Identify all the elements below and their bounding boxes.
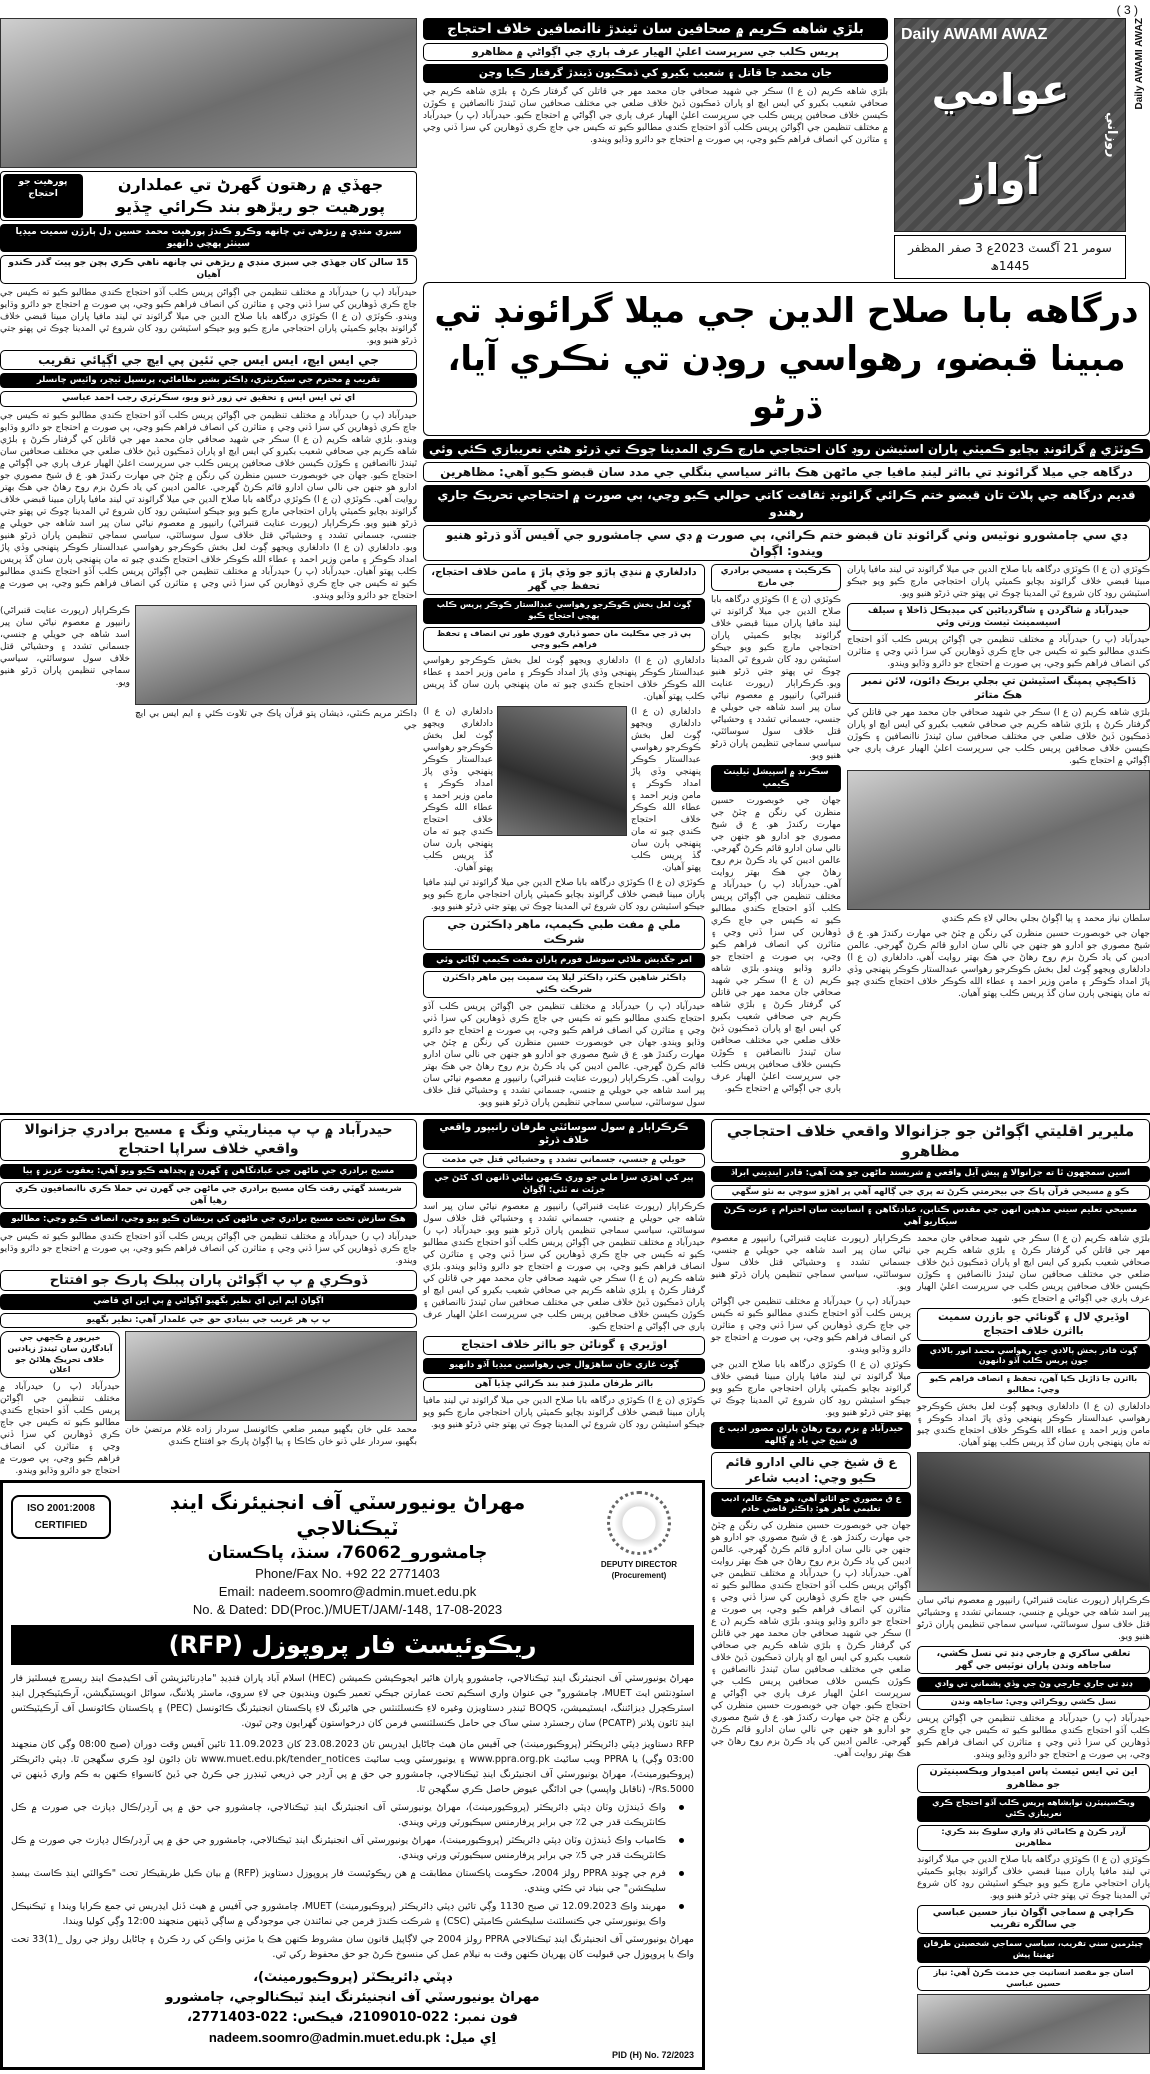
shaikh-headline: ع ق شيخ جي نالي ادارو قائم ڪيو وڃي: اديب شاعر xyxy=(711,1452,911,1488)
top-story xyxy=(423,18,888,146)
khairpur-body: حيدرآباد (پ ر) حيدرآباد ۾ مختلف تنظيمن جي اڳواڻن پريس ڪلب آڏو احتجاج ڪندي مطالبو ڪيو ته ڪيس جي جاچ ڪري ڏوهارين کي سزا ڏني وڃي ۽ متاثرن کي انصاف فراهم ڪيو وڃي، ٻي صورت ۾ احتجاج جو دائرو وڌايو ويندو. xyxy=(0,1382,120,1477)
left-top-tag: پورهيت جو احتجاج xyxy=(3,174,83,218)
malir-deck: اسين سمجهون ٿا ته جزانوالا ۾ پيش آيل واقعي ۾ شريسند ماڻهن جو هٿ آهي: قادر اينڊيني ابراڏ xyxy=(711,1166,1150,1181)
pump-caption: سلطان نياز محمد ۽ ٻيا اڳواڻ بجلي بحالي لاءِ ڪم ڪندي xyxy=(941,914,1150,925)
top-story-deck: پريس ڪلب جي سرپرست اعليٰ الهيار عرف ٻاري جي اڳواڻي ۾ مظاهرو xyxy=(423,43,888,61)
dad-photo-row xyxy=(423,706,705,874)
dokri-photo-block xyxy=(125,1331,417,1448)
nts-headline: اين ٽي ايس ٽيسٽ پاس اميدوار ويڪسينيٽرن جو مظاهرو xyxy=(917,1764,1150,1794)
seal-caption-title: DEPUTY DIRECTOR xyxy=(600,1560,678,1570)
jss-body: حيدرآباد (پ ر) حيدرآباد ۾ مختلف تنظيمن جي اڳواڻن پريس ڪلب آڏو احتجاج ڪندي مطالبو ڪيو ته ڪيس جي جاچ ڪري ڏوهارين کي سزا ڏني وڃي ۽ متاثرن کي انصاف فراهم ڪيو وڃي، ٻي صورت ۾ احتجاج جو دائرو وڌايو ويندو.بلڙي شاهه ڪريم (ن ع ا) سڪر جي شهيد صحافي جان محمد مهر جي قاتلن کي گرفتار ڪرڻ ۽ بلڙي شاهه ڪريم جي صحافي شعيب بکيرو کي ايس ايڇ او پاران ڌمڪيون ڏيڻ خلاف ضلعي جي مختلف صحافين سان ٿيندڙ ناانصافين ۽ ڪوڙن ڪيسن خلاف صحافين پريس ڪلب جي سرپرست اعليٰ الهيار عرف ٻاري جي اڳواڻي ۾ احتجاج ڪيو.جهان جي خوبصورت حسين منظرن کي رنگن ۾ چٽڻ جي مهارت رکندڙ هو. ع ق شيخ مصوري جو ادارو هو جنهن جي نالي سان ادارو قائم ڪرڻ گهرجي. عالمن اديبن کي ياد ڪرڻ بزم روح رهاڻ جي هڪ بهتر روايت آهي.ڪوٽڙي (ن ع ا) ڪوٽڙي درگاهه بابا صلاح الدين جي ميلا گرائونڊ تي لينڊ مافيا پاران مبينا قبضي خلاف گرائونڊ بچايو ڪميٽي پاران احتجاجي مارچ ڪيو ويو جيڪو اسٽيشن روڊ کان شروع ٿي المدينا چوڪ تي پهتو جتي ڌرڻو هنيو ويو.ڪرڪراٻار (رپورٽ عنايت قنبراڻي) رانيپور ۾ معصوم نياڻي سان پير اسد شاهه جي حويلي ۾ جنسي، جسماني تشدد ۽ وحشياڻي قتل خلاف سول سوسائٽي، سياسي سماجي تنظيمن پاران ڌرڻو هنيو ويو.دادلغاري (ن ع ا) دادلغاري ويجهو ڳوٺ لعل بخش ڪوڪرجو رهواسي عبدالستار ڪوڪر پنهنجي وڏي پاڙ امداد ڪوڪر ۽ مامن وزير احمد ۽ عطاء الله ڪوڪر خلاف احتجاج ڪندي چيو ته مان پنهنجي ٻارن سان گڏ پريس ڪلب پهتو آهيان.حيدرآباد (پ ر) حيدرآباد ۾ مختلف تنظيمن جي اڳواڻن پريس ڪلب آڏو احتجاج ڪندي مطالبو ڪيو ته ڪيس جي جاچ ڪري ڏوهارين کي سزا ڏني وڃي ۽ متاثرن کي انصاف فراهم ڪيو وڃي، ٻي صورت ۾ احتجاج جو دائرو وڌايو ويندو. xyxy=(0,410,418,601)
university-seal-icon xyxy=(607,1491,671,1555)
ad-bullet: فرم جي چونڊ PPRA رولز 2004، حڪومت پاڪستان مطابقت ۾ هن ريڪوئيسٽ فار پروپوزل دستاويز (RFP) ۾ بيان ڪيل طريقيڪار تحت "ڪوالٽي اينڊ ڪاسٽ بيسڊ سليڪشن" جي بنياد تي ڪئي ويندي. xyxy=(11,1866,694,1896)
sakro-body: حيدرآباد (پ ر) حيدرآباد ۾ مختلف تنظيمن جي اڳواڻن پريس ڪلب آڏو احتجاج ڪندي مطالبو ڪيو ته ڪيس جي جاچ ڪري ڏوهارين کي سزا ڏني وڃي ۽ متاثرن کي انصاف فراهم ڪيو وڃي، ٻي صورت ۾ احتجاج جو دائرو وڌايو ويندو. xyxy=(917,1713,1150,1760)
kk-headline: ڪرڪراٻار ۾ سول سوسائٽي طرفان رانيپور واقعي خلاف ڌرڻو xyxy=(423,1119,705,1150)
ghazi-headline: اوڙيري ۽ گونائن جو بااثر خلاف احتجاج xyxy=(423,1336,705,1355)
left-top-body: حيدرآباد (پ ر) حيدرآباد ۾ مختلف تنظيمن جي اڳواڻن پريس ڪلب آڏو احتجاج ڪندي مطالبو ڪيو ته ڪيس جي جاچ ڪري ڏوهارين کي سزا ڏني وڃي ۽ متاثرن کي انصاف فراهم ڪيو وڃي، ٻي صورت ۾ احتجاج جو دائرو وڌايو ويندو.ڪوٽڙي (ن ع ا) ڪوٽڙي درگاهه بابا صلاح الدين جي ميلا گرائونڊ تي لينڊ مافيا پاران مبينا قبضي خلاف گرائونڊ بچايو ڪميٽي پاران احتجاجي مارچ ڪيو ويو جيڪو اسٽيشن روڊ کان شروع ٿي المدينا چوڪ تي پهتو جتي ڌرڻو هنيو ويو. xyxy=(0,287,417,346)
ad-signatory xyxy=(11,1968,694,2049)
odero-headline: اوڏيري لال ۽ گونائي جو بازرن سميت بااثرن خلاف احتجاج xyxy=(917,1308,1150,1340)
ghazi-deck: ڳوٺ غازي خان ساهڙوال جي رهواسين ميڊيا آڏو دانهيو xyxy=(423,1358,705,1373)
photo-park-inauguration xyxy=(125,1331,417,1421)
khairpur-block xyxy=(0,1331,120,1477)
certified-label: CERTIFIED xyxy=(34,1520,88,1532)
kk-deck: پير کي اهڙي سزا ملي جو وري ڪنهن نياڻي ڏانهن اک کڻڻ جي جرئت نه ٿئي: اڳواڻ xyxy=(423,1171,705,1198)
ad-bullet: واڪ ڏيندڙن وٽان ڊپٽي ڊائريڪٽر (پروڪيورمينٽ)، مهراڻ يونيورسٽي آف انجنيئرنگ اينڊ ٽيڪنالاجي، ڄامشورو جي حق ۾ پي آرڊر/ڪال ڊپازٽ جي صورت ۾ ڪل ڪانٽريڪٽ قدر جي 2٪ جي برابر پرفارمنس سيڪيورٽي ورتي ويندي. xyxy=(11,1800,694,1830)
self-test-headline: حيدرآباد ۾ شاگردن ۽ شاگردياڻين کي ميڊيڪل ڏاخلا ۽ سيلف اسيسمينٽ ٽيسٽ ورتي وئي xyxy=(847,603,1150,631)
group-photo-row xyxy=(0,605,417,732)
masthead-title-row xyxy=(901,45,1119,225)
top-row xyxy=(423,18,1150,279)
malir-body: بلڙي شاهه ڪريم (ن ع ا) سڪر جي شهيد صحافي جان محمد مهر جي قاتلن کي گرفتار ڪرڻ ۽ بلڙي شاهه ڪريم جي صحافي شعيب بکيرو کي ايس ايڇ او پاران ڌمڪيون ڏيڻ خلاف ضلعي جي مختلف صحافين سان ٿيندڙ ناانصافين ۽ ڪوڙن ڪيسن خلاف صحافين پريس ڪلب جي سرپرست اعليٰ الهيار عرف ٻاري جي اڳواڻي ۾ احتجاج ڪيو. xyxy=(917,1234,1150,1305)
lead-deck: قديم درگاهه جي پلاٽ تان قبضو ختم ڪرائي گرائونڊ ثقافت کاتي حوالي ڪيو وڃي، ٻي صورت ۾ احتجاجي تحريڪ جاري رهندو xyxy=(423,485,1150,521)
pump-body: بلڙي شاهه ڪريم (ن ع ا) سڪر جي شهيد صحافي جان محمد مهر جي قاتلن کي گرفتار ڪرڻ ۽ بلڙي شاهه ڪريم جي صحافي شعيب بکيرو کي ايس ايڇ او پاران ڌمڪيون ڏيڻ خلاف ضلعي جي مختلف صحافين سان ٿيندڙ ناانصافين ۽ ڪوڙن ڪيسن خلاف صحافين پريس ڪلب جي سرپرست اعليٰ الهيار عرف ٻاري جي اڳواڻي ۾ احتجاج ڪيو. xyxy=(847,708,1150,767)
ghazi-deck: بااثر طرفان ملنڊڙ فنڊ بند ڪرائي ڇڏيا آهن xyxy=(423,1377,705,1392)
malir-headline: مليرير اقليتي اڳواڻن جو جزانوالا واقعي خلاف احتجاجي مظاهرو xyxy=(711,1119,1150,1164)
ad-email: Email: nadeem.soomro@admin.muet.edu.pk xyxy=(218,1584,477,1600)
masthead-daily: روزاني xyxy=(1104,112,1119,158)
shaikh-body: جهان جي خوبصورت حسين منظرن کي رنگن ۾ چٽڻ جي مهارت رکندڙ هو. ع ق شيخ مصوري جو ادارو هو جنهن جي نالي سان ادارو قائم ڪرڻ گهرجي. عالمن اديبن کي ياد ڪرڻ بزم روح رهاڻ جي هڪ بهتر روايت آهي.حيدرآباد (پ ر) حيدرآباد ۾ مختلف تنظيمن جي اڳواڻن پريس ڪلب آڏو احتجاج ڪندي مطالبو ڪيو ته ڪيس جي جاچ ڪري ڏوهارين کي سزا ڏني وڃي ۽ متاثرن کي انصاف فراهم ڪيو وڃي، ٻي صورت ۾ احتجاج جو دائرو وڌايو ويندو.بلڙي شاهه ڪريم (ن ع ا) سڪر جي شهيد صحافي جان محمد مهر جي قاتلن کي گرفتار ڪرڻ ۽ بلڙي شاهه ڪريم جي صحافي شعيب بکيرو کي ايس ايڇ او پاران ڌمڪيون ڏيڻ خلاف ضلعي جي مختلف صحافين سان ٿيندڙ ناانصافين ۽ ڪوڙن ڪيسن خلاف صحافين پريس ڪلب جي سرپرست اعليٰ الهيار عرف ٻاري جي اڳواڻي ۾ احتجاج ڪيو.جهان جي خوبصورت حسين منظرن کي رنگن ۾ چٽڻ جي مهارت رکندڙ هو. ع ق شيخ مصوري جو ادارو هو جنهن جي نالي سان ادارو قائم ڪرڻ گهرجي. عالمن اديبن کي ياد ڪرڻ بزم روح رهاڻ جي هڪ بهتر روايت آهي. xyxy=(711,1521,911,1760)
iso-label: ISO 2001:2008 xyxy=(27,1503,95,1515)
right-part xyxy=(423,18,1150,1109)
camp-headline: ملي ۾ مفت طبي ڪيمپ، ماهر ڊاڪٽرن جي شرڪت xyxy=(423,916,705,950)
photo-birthday-ceremony xyxy=(917,1994,1150,2054)
ad-university-name: مهراڻ يونيورسٽي آف انجنيئرنگ اينڊ ٽيڪنالاجي xyxy=(169,1490,526,1541)
photo-protester xyxy=(497,706,627,836)
camp-box: سڪرنڊ ۾ اسپيشل ٽيلينٽ ڪيمپ xyxy=(711,765,841,792)
lead-headline-box xyxy=(423,282,1150,436)
left-top-headline-box xyxy=(0,171,417,221)
signatory-email: nadeem.soomro@admin.muet.edu.pk xyxy=(208,2030,441,2046)
photo-family xyxy=(917,1452,1150,1592)
hyd-deck: هڪ سازش تحت مسيح برادري جي ماڻهن کي پريشان ڪيو پيو وڃي، انصاف ڪيو وڃي: مطالبو xyxy=(0,1212,417,1227)
sakro-headline: تعلقي ساکري ۾ جارجي ڍنڍ تي نسل ڪشي، ساجاهه وندن پاران نوٽيس جي گهر xyxy=(917,1646,1150,1674)
ad-paragraph: مهراڻ يونيورسٽي آف انجنيئرنگ اينڊ ٽيڪنالاجي، ڄامشورو پاران هائير ايجوڪيشن ڪميشن (HEC) اسلام آباد پاران فنڊيڊ "ماڊرنائيزيشن آف اڪيڊمڪ اينڊ ريسرچ فيسلٽيز فار اسٽوڊنٽس ايٽ MUET، ڄامشورو" جي عنوان واري اسڪيم تحت عمارتن جيڪي تعمير ڪيون وينديون جي لاءِ سروي، ماسٽر پلاننگ، سوائل انويسٽيگيشن، آرڪيٽيڪچرل اينڊ اسٽرڪچرل ڊيزائننگ، ايسٽيميشن، BOQS ٽينڊر دستاويزن وغيره لاءِ ڪنسلٽنٽس جي هائيرنگ لاءِ پاڪستان انجنيئرنگ ڪائونسل (PEC) ۽ پاڪستان ڪائونسل آف آرڪيٽيڪٽس اينڊ ٽائون پلانر (PCATP) سان رجسٽرڊ سٺي ساک جي حامل ڪنسلٽنسي فرمن کان درخواستون گهرايون وڃن ٿيون. xyxy=(11,1673,694,1730)
iso-badge xyxy=(11,1495,111,1539)
sakro-deck: نسل ڪشي روڪرائي وڃي: ساجاهه وندن xyxy=(917,1695,1150,1710)
top-story-deck: جان محمد جا قاتل ۽ شعيب بکيرو کي ڌمڪيون ڏيندڙ گرفتار ڪيا وڃن xyxy=(423,64,888,82)
dokri-photo-row xyxy=(0,1331,417,1477)
lead-deck: درگاهه جي ميلا گرائونڊ تي بااثر لينڊ مافيا جي ماڻهن هڪ بااثر سياسي بنگلي جي مدد سان قبضو ڪيو آهي: مظاهرين xyxy=(423,462,1150,482)
top-story-headline: بلڙي شاهه ڪريم ۾ صحافين سان ٿيندڙ ناانصافين خلاف احتجاج xyxy=(423,18,888,40)
rfp-banner: ريڪوئيسٽ فار پروپوزل (RFP) xyxy=(11,1625,694,1665)
masthead-block xyxy=(894,18,1126,279)
group-photo-side xyxy=(0,605,130,689)
dad-headline: دادلغاري ۾ ننڍي پاڙو جو وڏي پاڙ ۽ مامن خلاف احتجاج، تحفظ جي گهر xyxy=(423,564,705,595)
bottom-left-stories xyxy=(0,1119,705,1477)
column-text: ڪرڪراٻار (رپورٽ عنايت قنبراڻي) رانيپور ۾ معصوم نياڻي سان پير اسد شاهه جي حويلي ۾ جنسي، جسماني تشدد ۽ وحشياڻي قتل خلاف سول سوسائٽي، سياسي سماجي تنظيمن پاران ڌرڻو هنيو ويو. xyxy=(917,1595,1150,1642)
jss-headline: جي ايس ايڇ، ايس ايس جي ٽئين پي ايڇ جي اڳڀائي تقريب xyxy=(0,350,417,370)
ghazi-body: ڪوٽڙي (ن ع ا) ڪوٽڙي درگاهه بابا صلاح الدين جي ميلا گرائونڊ تي لينڊ مافيا پاران مبينا قبضي خلاف گرائونڊ بچايو ڪميٽي پاران احتجاجي مارچ ڪيو ويو جيڪو اسٽيشن روڊ کان شروع ٿي المدينا چوڪ تي پهتو جتي ڌرڻو هنيو ويو. xyxy=(423,1396,705,1431)
masthead xyxy=(894,18,1126,232)
nts-deck: ويڪسينيٽرن نوابشاهه پريس ڪلب آڏو احتجاج ڪري نعريبازي ڪئي xyxy=(917,1796,1150,1822)
dad-deck: ٻي ڌر جي مڪليت مان حصو ڏياري فوري طور تي انصاف ۽ تحفظ فراهم ڪيو وڃي xyxy=(423,627,705,653)
dad-camp-column xyxy=(423,564,705,1109)
ad-bullet: ڪامياب واڪ ڏيندڙن وٽان ڊپٽي ڊائريڪٽر (پروڪيورمينٽ)، مهراڻ يونيورسٽي آف انجنيئرنگ اينڊ ٽيڪنالاجي، ڄامشورو جي حق ۾ پي آرڊر/ڪال ڊپازٽ جي صورت ۾ ڪل ڪانٽريڪٽ قدر جي 5٪ جي برابر پرفارمنس سيڪيورٽي ورتي ويندي. xyxy=(11,1833,694,1863)
malir-body: حيدرآباد (پ ر) حيدرآباد ۾ مختلف تنظيمن جي اڳواڻن پريس ڪلب آڏو احتجاج ڪندي مطالبو ڪيو ته ڪيس جي جاچ ڪري ڏوهارين کي سزا ڏني وڃي ۽ متاثرن کي انصاف فراهم ڪيو وڃي، ٻي صورت ۾ احتجاج جو دائرو وڌايو ويندو. xyxy=(711,1297,911,1356)
ad-header xyxy=(11,1489,694,1619)
nts-deck: آرڊر ڪرڻ ۾ ڪاماڻي ڏاڍ واري سلوڪ بند ڪري: مظاهرين xyxy=(917,1825,1150,1851)
column-text: ڪرڪراٻار (رپورٽ عنايت قنبراڻي) رانيپور ۾ معصوم نياڻي سان پير اسد شاهه جي حويلي ۾ جنسي، جسماني تشدد ۽ وحشياڻي قتل خلاف سول سوسائٽي، سياسي سماجي تنظيمن پاران ڌرڻو هنيو ويو. xyxy=(0,605,130,688)
ad-body xyxy=(11,1671,694,1962)
masthead-side-label: Daily AWAMI AWAZ xyxy=(1134,18,1145,110)
camp-deck: ڊاڪٽر شاهين ڪٽر، ڊاڪٽر ليلا ڀٽ سميت ٻين ماهر ڊاڪٽرن شرڪت ڪئي xyxy=(423,971,705,998)
seal-block xyxy=(584,1489,694,1581)
odero-body: دادلغاري (ن ع ا) دادلغاري ويجهو ڳوٺ لعل بخش ڪوڪرجو رهواسي عبدالستار ڪوڪر پنهنجي وڏي پاڙ امداد ڪوڪر ۽ مامن وزير احمد ۽ عطاء الله ڪوڪر خلاف احتجاج ڪندي چيو ته مان پنهنجي ٻارن سان گڏ پريس ڪلب پهتو آهيان. xyxy=(917,1401,1150,1448)
lead-headline: درگاهه بابا صلاح الدين جي ميلا گرائونڊ تي مبينا قبضو، رهواسي روڊن تي نڪري آيا، ڌرڻو xyxy=(434,291,1139,427)
dokri-deck: پ پ هر غريب جي بنيادي حق جي علمدار آهي: نظير بگهيو xyxy=(0,1313,417,1328)
top-section xyxy=(0,18,1150,1109)
issue-date: سومر 21 آگسٽ 2023ع 3 صفر المظفر 1445ھ xyxy=(894,235,1126,279)
shaikh-deck: ع ق مصوري جو اثاثو آهي، هو هڪ عالم، اديب تعليمي ماهر هو: ڊاڪٽر قاضي خادم xyxy=(711,1492,911,1518)
shaikh-bar: حيدرآباد ۾ بزم روح رهاڻ پاران مصور اديب ع ق شيخ جي ياد ۾ ڳالهه xyxy=(711,1422,911,1449)
nts-body: ڪوٽڙي (ن ع ا) ڪوٽڙي درگاهه بابا صلاح الدين جي ميلا گرائونڊ تي لينڊ مافيا پاران مبينا قبضي خلاف گرائونڊ بچايو ڪميٽي پاران احتجاجي مارچ ڪيو ويو جيڪو اسٽيشن روڊ کان شروع ٿي المدينا چوڪ تي پهتو جتي ڌرڻو هنيو ويو. xyxy=(917,1854,1150,1901)
camp-body: حيدرآباد (پ ر) حيدرآباد ۾ مختلف تنظيمن جي اڳواڻن پريس ڪلب آڏو احتجاج ڪندي مطالبو ڪيو ته ڪيس جي جاچ ڪري ڏوهارين کي سزا ڏني وڃي ۽ متاثرن کي انصاف فراهم ڪيو وڃي، ٻي صورت ۾ احتجاج جو دائرو وڌايو ويندو.جهان جي خوبصورت حسين منظرن کي رنگن ۾ چٽڻ جي مهارت رکندڙ هو. ع ق شيخ مصوري جو ادارو هو جنهن جي نالي سان ادارو قائم ڪرڻ گهرجي. عالمن اديبن کي ياد ڪرڻ بزم روح رهاڻ جي هڪ بهتر روايت آهي.ڪرڪراٻار (رپورٽ عنايت قنبراڻي) رانيپور ۾ معصوم نياڻي سان پير اسد شاهه جي حويلي ۾ جنسي، جسماني تشدد ۽ وحشياڻي قتل خلاف سول سوسائٽي، سياسي سماجي تنظيمن پاران ڌرڻو هنيو ويو. xyxy=(423,1002,705,1109)
christian-march-box: ڪرڪيٽ ۽ مسيحي برادري جي مارچ xyxy=(711,564,841,591)
malir-shaikh-column xyxy=(711,1233,911,1760)
hyd-deck: مسيح برادري جي ماڻهن جي عبادتگاهن ۽ گهرن ۾ پڃداهه ڪيو ويو آهي: يعقوب عزيز ۽ ٻيا xyxy=(0,1164,417,1179)
hyd-dokri-column xyxy=(0,1119,417,1477)
self-test-body: حيدرآباد (پ ر) حيدرآباد ۾ مختلف تنظيمن جي اڳواڻن پريس ڪلب آڏو احتجاج ڪندي مطالبو ڪيو ته ڪيس جي جاچ ڪري ڏوهارين کي سزا ڏني وڃي ۽ متاثرن کي انصاف فراهم ڪيو وڃي، ٻي صورت ۾ احتجاج جو دائرو وڌايو ويندو. xyxy=(847,635,1150,670)
abbasi-deck: اسان جو مقصد انسانيت جي خدمت ڪرڻ آهي: نياز حسين عباسي xyxy=(917,1966,1150,1992)
ad-paragraph: RFP دستاويز ڊپٽي ڊائريڪٽر (پروڪيورمينٽ) جي آفيس مان هيٺ ڄاڻايل ايڊريس تان 23.08.2023 کان 11.09.2023 تائين آفيس وقت دوران (صبح 08:00 وڳي کان منجهند 03:00 وڳي) يا PPRA ويب سائيٽ www.ppra.org.pk ۽ يونيورسٽي ويب سائيٽ www.muet.edu.pk/tender_notices تان ڊائون لوڊ ڪري سگهجن ٿا. ڊپٽي ڊائريڪٽر (پروڪيورمينٽ)، مهراڻ يونيورسٽي آف انجنيئرنگ اينڊ ٽيڪنالاجي، ڄامشورو جي حق ۾ پي آرڊر جي ذريعي ٽينڊرز جي ڪرڻ جي ڏيڻ کانسواءِ ڪنهن به ڪم واري ڏينهن تي Rs.5000/- (ناقابل واپسي) جي ادائگي عيوض حاصل ڪري سگهجن ٿا. xyxy=(11,1739,694,1796)
ad-address: ڄامشورو_76062، سنڌ، پاڪستان xyxy=(207,1543,488,1564)
bottom-right xyxy=(711,1119,1150,2054)
ad-bullet: مهربند واڪ 12.09.2023 تي صبح 1130 وڳي تائين ڊپٽي ڊائريڪٽر (پروڪيورمينٽ) MUET، ڄامشورو جي آفيس ۾ هيٺ ڏنل ايڊريس تي جمع ڪرايا ويندا ۽ ٽيڪنيڪل واڪ يونيورسٽي جي ڪنسلٽنٽ سليڪشن ڪاميٽي (CSC) ۽ شرڪت ڪندڙ فرمن جي نمائندن جي موجودگي ۾ ساڳي ڏينهن منجهند 12:00 وڳي کوليا ويندا. xyxy=(11,1899,694,1929)
photo-family-protest xyxy=(0,18,417,168)
jss-deck: اي ٽي ايس ايس ۽ تحقيق تي زور ڏنو ويو، سڪرٽري رجب احمد عباسي xyxy=(0,391,417,406)
signatory-org: مهراڻ يونيورسٽي آف انجنيئرنگ اينڊ ٽيڪنالوجي، ڄامشورو xyxy=(165,1990,540,2006)
masthead-english: Daily AWAMI AWAZ xyxy=(901,26,1048,43)
signatory-phone: فون نمبر: 022-2109010، فيڪس: 022-2771403، xyxy=(186,2010,519,2026)
top-story-body: بلڙي شاهه ڪريم (ن ع ا) سڪر جي شهيد صحافي جان محمد مهر جي قاتلن کي گرفتار ڪرڻ ۽ بلڙي شاهه ڪريم جي صحافي شعيب بکيرو کي ايس ايڇ او پاران ڌمڪيون ڏيڻ خلاف ضلعي جي مختلف صحافين سان ٿيندڙ ناانصافين ۽ ڪوڙن ڪيسن خلاف صحافين پريس ڪلب جي سرپرست اعليٰ الهيار عرف ٻاري جي اڳواڻي ۾ احتجاج ڪيو.حيدرآباد (پ ر) حيدرآباد ۾ مختلف تنظيمن جي اڳواڻن پريس ڪلب آڏو احتجاج ڪندي مطالبو ڪيو ته ڪيس جي جاچ ڪري ڏوهارين کي سزا ڏني وڃي ۽ متاثرن کي انصاف فراهم ڪيو وڃي، ٻي صورت ۾ احتجاج جو دائرو وڌايو ويندو. xyxy=(423,86,888,145)
lower-columns xyxy=(423,564,1150,1109)
left-top-headline: جهڏي ۾ رهتون گهرڻ تي عملدارن پورهيت جو ريڙهو بند ڪرائي ڇڏيو xyxy=(116,175,385,216)
left-top-deck: سبزي منڊي ۾ ريڙهي تي چانهه وڪرو ڪندڙ پورهيت محمد حسين دل ٻارڙن سميت ميڊيا سينٽر پهچي دانهيو xyxy=(0,224,417,252)
divider xyxy=(0,1113,1150,1115)
bottom-left xyxy=(0,1119,705,2070)
odero-deck: ڳوٺ قادر بخش ٻالادي جي رهواسي محمد انور بالادي جون پريس ڪلب آڏو دانهون xyxy=(917,1344,1150,1370)
khairpur-box: خيرپور ۾ ڪجهي جي آبادگارن سان ٿيندڙ زيادتين خلاف تحريڪ هلائڻ جو اعلان xyxy=(0,1331,120,1378)
lead-body: ڪوٽڙي (ن ع ا) ڪوٽڙي درگاهه بابا صلاح الدين جي ميلا گرائونڊ تي لينڊ مافيا پاران مبينا قبضي خلاف گرائونڊ بچايو ڪميٽي پاران احتجاجي مارچ ڪيو ويو جيڪو اسٽيشن روڊ کان شروع ٿي المدينا چوڪ تي پهتو جتي ڌرڻو هنيو ويو. xyxy=(847,565,1150,600)
narrow-column xyxy=(711,564,841,1095)
kk-deck: حويلي ۾ جنسي، جسماني تشدد ۽ وحشياڻي قتل جي مذمت xyxy=(423,1153,705,1168)
kk-ghazi-column xyxy=(423,1119,705,1431)
odero-column xyxy=(917,1233,1150,2054)
dad-body: دادلغاري (ن ع ا) دادلغاري ويجهو ڳوٺ لعل بخش ڪوڪرجو رهواسي عبدالستار ڪوڪر پنهنجي وڏي پاڙ امداد ڪوڪر ۽ مامن وزير احمد ۽ عطاء الله ڪوڪر خلاف احتجاج ڪندي چيو ته مان پنهنجي ٻارن سان گڏ پريس ڪلب پهتو آهيان. xyxy=(423,656,705,703)
rfp-advertisement xyxy=(0,1480,705,2070)
ad-phone: Phone/Fax No. +92 22 2771403 xyxy=(255,1566,440,1582)
pump-headline: ڏاڪيچي پمپنگ اسٽيشن تي بجلي بريڪ ڊائون، لائن نمبر هڪ متاثر xyxy=(847,673,1150,704)
pid-number: PID (H) No. 72/2023 xyxy=(611,2050,694,2061)
seal-caption xyxy=(584,1559,694,1581)
signatory-email-label: اِي ميل: xyxy=(445,2031,497,2047)
ad-bullets xyxy=(11,1800,694,1929)
left-column xyxy=(0,18,417,732)
column-text: ڪوٽڙي (ن ع ا) ڪوٽڙي درگاهه بابا صلاح الدين جي ميلا گرائونڊ تي لينڊ مافيا پاران مبينا قبضي خلاف گرائونڊ بچايو ڪميٽي پاران احتجاجي مارچ ڪيو ويو جيڪو اسٽيشن روڊ کان شروع ٿي المدينا چوڪ تي پهتو جتي ڌرڻو هنيو ويو.ڪرڪراٻار (رپورٽ عنايت قنبراڻي) رانيپور ۾ معصوم نياڻي سان پير اسد شاهه جي حويلي ۾ جنسي، جسماني تشدد ۽ وحشياڻي قتل خلاف سول سوسائٽي، سياسي سماجي تنظيمن پاران ڌرڻو هنيو ويو. xyxy=(711,595,841,762)
bottom-right-columns xyxy=(711,1233,1150,2054)
jss-deck: تقريب ۾ محترم جي سيکريٽري، ڊاڪٽر بشير نظاماڻي، پرنسپل ٽيچر، وائيس چانسلر xyxy=(0,373,417,388)
dad-deck: ڳوٺ لعل بخش ڪوڪرجو رهواسي عبدالستار ڪوڪر پريس ڪلب پهچي احتجاج ڪيو xyxy=(423,598,705,624)
malir-deck: مسيحي تعليم سيني مذهبن انهن جي مقدس ڪتابن، عبادتگاهن ۽ انسانيت سان احترام ۽ عزت ڪرڻ سيکاريو آهي xyxy=(711,1203,1150,1230)
sakro-deck: ڍنڍ تي جاري جارجي وڻ جي وڏي پشماني تي وادي xyxy=(917,1677,1150,1692)
column-text: ڪوٽڙي (ن ع ا) ڪوٽڙي درگاهه بابا صلاح الدين جي ميلا گرائونڊ تي لينڊ مافيا پاران مبينا قبضي خلاف گرائونڊ بچايو ڪميٽي پاران احتجاجي مارچ ڪيو ويو جيڪو اسٽيشن روڊ کان شروع ٿي المدينا چوڪ تي پهتو جتي ڌرڻو هنيو ويو. xyxy=(423,878,705,913)
odero-deck: بااثرن جا ڌاڙيل ڪيا آهن، تحفظ ۽ انصاف فراهم ڪيو وڃي: مطالبو xyxy=(917,1372,1150,1398)
dad-body: دادلغاري (ن ع ا) دادلغاري ويجهو ڳوٺ لعل بخش ڪوڪرجو رهواسي عبدالستار ڪوڪر پنهنجي وڏي پاڙ امداد ڪوڪر ۽ مامن وزير احمد ۽ عطاء الله ڪوڪر خلاف احتجاج ڪندي چيو ته مان پنهنجي ٻارن سان گڏ پريس ڪلب پهتو آهيان. xyxy=(423,707,493,874)
page-number: ( 3 ) xyxy=(1116,3,1138,17)
hyd-headline: حيدرآباد ۾ پ پ ميناريٽي ونگ ۽ مسيح برادري جزانوالا واقعي خلاف سراپا احتجاج xyxy=(0,1119,417,1161)
dad-body: دادلغاري (ن ع ا) دادلغاري ويجهو ڳوٺ لعل بخش ڪوڪرجو رهواسي عبدالستار ڪوڪر پنهنجي وڏي پاڙ امداد ڪوڪر ۽ مامن وزير احمد ۽ عطاء الله ڪوڪر خلاف احتجاج ڪندي چيو ته مان پنهنجي ٻارن سان گڏ پريس ڪلب پهتو آهيان. xyxy=(631,707,701,874)
lead-deck: ڊي سي ڄامشورو نوٽيس وٺي گرائونڊ تان قبضو ختم ڪرائي، ٻي صورت ۾ ڊي سي ڄامشورو جي آفيس آڏو ڌرڻو هنيو ويندو: اڳواڻ xyxy=(423,525,1150,561)
column-text: جهان جي خوبصورت حسين منظرن کي رنگن ۾ چٽڻ جي مهارت رکندڙ هو. ع ق شيخ مصوري جو ادارو هو جنهن جي نالي سان ادارو قائم ڪرڻ گهرجي. عالمن اديبن کي ياد ڪرڻ بزم روح رهاڻ جي هڪ بهتر روايت آهي.حيدرآباد (پ ر) حيدرآباد ۾ مختلف تنظيمن جي اڳواڻن پريس ڪلب آڏو احتجاج ڪندي مطالبو ڪيو ته ڪيس جي جاچ ڪري ڏوهارين کي سزا ڏني وڃي ۽ متاثرن کي انصاف فراهم ڪيو وڃي، ٻي صورت ۾ احتجاج جو دائرو وڌايو ويندو.بلڙي شاهه ڪريم (ن ع ا) سڪر جي شهيد صحافي جان محمد مهر جي قاتلن کي گرفتار ڪرڻ ۽ بلڙي شاهه ڪريم جي صحافي شعيب بکيرو کي ايس ايڇ او پاران ڌمڪيون ڏيڻ خلاف ضلعي جي مختلف صحافين سان ٿيندڙ ناانصافين ۽ ڪوڙن ڪيسن خلاف صحافين پريس ڪلب جي سرپرست اعليٰ الهيار عرف ٻاري جي اڳواڻي ۾ احتجاج ڪيو. xyxy=(711,796,841,1094)
hyd-body: حيدرآباد (پ ر) حيدرآباد ۾ مختلف تنظيمن جي اڳواڻن پريس ڪلب آڏو احتجاج ڪندي مطالبو ڪيو ته ڪيس جي جاچ ڪري ڏوهارين کي سزا ڏني وڃي ۽ متاثرن کي انصاف فراهم ڪيو وڃي، ٻي صورت ۾ احتجاج جو دائرو وڌايو ويندو. xyxy=(0,1231,417,1266)
ad-paragraph: مهراڻ يونيورسٽي آف انجنيئرنگ اينڊ ٽيڪنالاجي PPRA رولز 2004 جي لاڳاپيل قانون سان مشروط ڪنهن هڪ يا مڙني واڪن کي رد ڪرڻ ۽ ڄاڻايل رولز جي رول _(1)33 تحت واڪ يا پروپوزل جي قبوليت کان پهريان ڪنهن وقت به نيلام عمل کي منسوخ ڪرڻ جو حق محفوظ رکي ٿي. xyxy=(11,1934,694,1961)
bottom-section xyxy=(0,1119,1150,2070)
ad-heading xyxy=(119,1489,576,1619)
dokri-caption: محمد علي خان بگهيو ميمبر ضلعي ڪائونسل سردار زاده غلام مرتضيٰ خان بگهيو، سردار علي ڏنو خان ڪاڪا ۽ ٻيا اڳواڻ پارڪ جو افتتاح ڪندي xyxy=(125,1425,417,1448)
signatory-title: ڊپٽي ڊائريڪٽر (پروڪيورمينٽ)، xyxy=(253,1970,452,1986)
group-photo-block xyxy=(135,605,417,732)
right-column xyxy=(847,564,1150,1000)
seal-caption-sub: (Procurement) xyxy=(611,1571,667,1581)
group-photo-caption: ڊاڪٽر مريم ڪنٽي، ذيشان پتو قرآن پاڪ جي تلاوت ڪئي ۽ ايم ايس بي ايڇ جي xyxy=(135,708,417,731)
left-top-deck: 15 سالن کان جهڏي جي سبزي منڊي ۾ ريڙهي تي چانهه ناهي ڪري ٻچن جو پيٽ گذر ڪندو آهيان xyxy=(0,255,417,283)
masthead-title: عوامي آواز xyxy=(931,65,1070,204)
column-text: ڪوٽڙي (ن ع ا) ڪوٽڙي درگاهه بابا صلاح الدين جي ميلا گرائونڊ تي لينڊ مافيا پاران مبينا قبضي خلاف گرائونڊ بچايو ڪميٽي پاران احتجاجي مارچ ڪيو ويو جيڪو اسٽيشن روڊ کان شروع ٿي المدينا چوڪ تي پهتو جتي ڌرڻو هنيو ويو. xyxy=(711,1360,911,1419)
photo-group xyxy=(135,605,417,705)
dokri-headline: ڏوڪري ۾ پ پ اڳواڻن پاران پبلڪ پارڪ جو افتتاح xyxy=(0,1270,417,1292)
malir-deck: ڪو ۾ مسيحي قرآن پاڪ جي بيحرمتي ڪرڻ ته پري جي ڳالهه آهي پر اهڙو سوچي به نٿو سگهي xyxy=(711,1185,1150,1200)
abbasi-deck: چيئرمين سني تقريب، سياسي سماجي شخصيتن طرفان تهنيتا پيش xyxy=(917,1937,1150,1963)
abbasi-headline: ڪراچي ۾ سماجي اڳواڻ نياز حسين عباسي جي سالگره تقريب xyxy=(917,1905,1150,1935)
malir-body: ڪرڪراٻار (رپورٽ عنايت قنبراڻي) رانيپور ۾ معصوم نياڻي سان پير اسد شاهه جي حويلي ۾ جنسي، جسماني تشدد ۽ وحشياڻي قتل خلاف سول سوسائٽي، سياسي سماجي تنظيمن پاران ڌرڻو هنيو ويو. xyxy=(711,1234,911,1293)
column-text: جهان جي خوبصورت حسين منظرن کي رنگن ۾ چٽڻ جي مهارت رکندڙ هو. ع ق شيخ مصوري جو ادارو هو جنهن جي نالي سان ادارو قائم ڪرڻ گهرجي. عالمن اديبن کي ياد ڪرڻ بزم روح رهاڻ جي هڪ بهتر روايت آهي.دادلغاري (ن ع ا) دادلغاري ويجهو ڳوٺ لعل بخش ڪوڪرجو رهواسي عبدالستار ڪوڪر پنهنجي وڏي پاڙ امداد ڪوڪر ۽ مامن وزير احمد ۽ عطاء الله ڪوڪر خلاف احتجاج ڪندي چيو ته مان پنهنجي ٻارن سان گڏ پريس ڪلب پهتو آهيان. xyxy=(847,929,1150,1000)
ad-reference: No. & Dated: DD(Proc.)/MUET/JAM/-148, 17-08-2023 xyxy=(192,1602,503,1618)
photo-pumping-station xyxy=(847,770,1150,910)
camp-deck: امر جگديش ملاڻي سوشل فورم پاران مفت ڪيمپ لڳائي وئي xyxy=(423,953,705,968)
dokri-deck: اڳواڻ ايم اين اي نظير بگهيو اڳواڻي ۾ ٻي اين اي قاضي xyxy=(0,1294,417,1309)
hyd-deck: شريسند گهٽي رقت ڪان مسيح برادري جي ماڻهن جي گهرن تي حملا ڪري ناانصافيون ڪري رهيا آهن xyxy=(0,1182,417,1209)
lead-deck: ڪوٽڙي ۾ گرائونڊ بچايو ڪميٽي پاران اسٽيشن روڊ کان احتجاجي مارچ ڪري المدينا چوڪ تي ڌرڻو هڻي نعريبازي ڪئي وئي xyxy=(423,439,1150,459)
kk-body: ڪرڪراٻار (رپورٽ عنايت قنبراڻي) رانيپور ۾ معصوم نياڻي سان پير اسد شاهه جي حويلي ۾ جنسي، جسماني تشدد ۽ وحشياڻي قتل خلاف سول سوسائٽي، سياسي سماجي تنظيمن پاران ڌرڻو هنيو ويو.حيدرآباد (پ ر) حيدرآباد ۾ مختلف تنظيمن جي اڳواڻن پريس ڪلب آڏو احتجاج ڪندي مطالبو ڪيو ته ڪيس جي جاچ ڪري ڏوهارين کي سزا ڏني وڃي ۽ متاثرن کي انصاف فراهم ڪيو وڃي، ٻي صورت ۾ احتجاج جو دائرو وڌايو ويندو.بلڙي شاهه ڪريم (ن ع ا) سڪر جي شهيد صحافي جان محمد مهر جي قاتلن کي گرفتار ڪرڻ ۽ بلڙي شاهه ڪريم جي صحافي شعيب بکيرو کي ايس ايڇ او پاران ڌمڪيون ڏيڻ خلاف ضلعي جي مختلف صحافين سان ٿيندڙ ناانصافين ۽ ڪوڙن ڪيسن خلاف صحافين پريس ڪلب جي سرپرست اعليٰ الهيار عرف ٻاري جي اڳواڻي ۾ احتجاج ڪيو. xyxy=(423,1202,705,1333)
